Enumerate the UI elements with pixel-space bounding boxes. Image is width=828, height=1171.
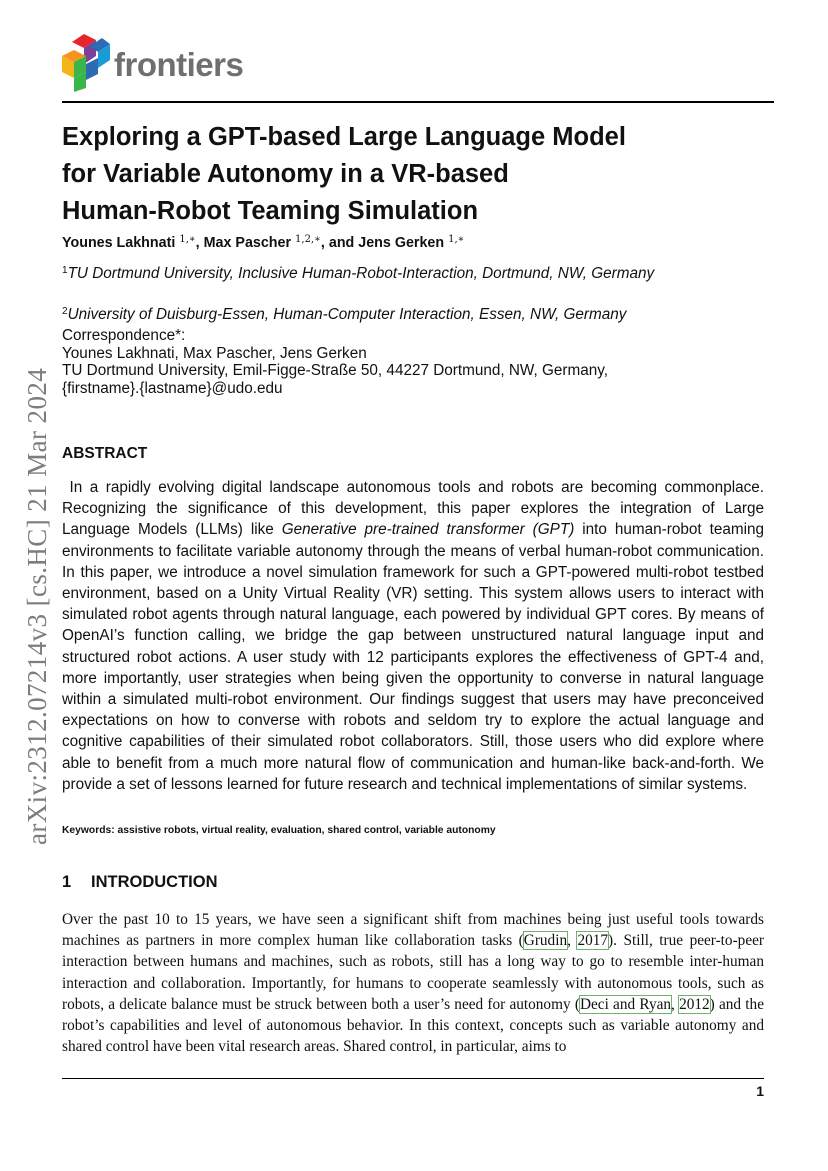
abstract-text-part: In a rapidly evolving digital landscape autonomous tools and robots are becoming commonplace. Recognizing the significance of this development, this paper explores the integration of Large Language Models (LLMs) like — [62, 479, 765, 539]
abstract-text-part: into human-robot teaming environments to facilitate variable autonomy through the means of verbal human-robot communication. In this paper, we introduce a novel simulation framework for such a GPT-powered multi-robot testbed environment, based on a Unity Virtual Reality (VR) setting. This system allows users to interact with simulated robot agents through natural language, each powered by individual GPT cores. By means of OpenAI’s function calling, we bridge the gap between unstructured natural language input and structured robot actions. A user study with 12 participants explores the effectiveness of GPT-4 and, more importantly, user strategies when being given the opportunity to converse in natural language within a simulated multi-robot environment. Our findings suggest that users may have preconceived expectations on how to converse with robots and seldom try to explore the actual language and cognitive capabilities of their simulated robot collaborators. Still, those users who did explore where able to benefit from a much more natural flow of communication and human-like back-and-forth. We provide a set of lessons learned for future research and technical implementations of similar systems. — [62, 521, 764, 793]
title-line: Exploring a GPT-based Large Language Model — [62, 123, 626, 151]
paper-title — [62, 119, 782, 230]
brand-name: frontiers — [114, 46, 244, 83]
arxiv-identifier-stamp: arXiv:2312.07214v3 [cs.HC] 21 Mar 2024 — [22, 367, 52, 845]
correspondence-email: {firstname}.{lastname}@udo.edu — [62, 379, 283, 397]
footer-rule — [62, 1078, 764, 1079]
keywords-label: Keywords: — [62, 825, 115, 836]
author-separator: , and — [320, 235, 359, 251]
author-name: Jens Gerken — [358, 235, 445, 251]
title-line: Human-Robot Teaming Simulation — [62, 197, 479, 225]
author-affiliation-mark: 1,∗ — [448, 234, 465, 245]
author-affiliation-mark: 1,2,∗ — [295, 234, 321, 245]
citation-separator: , — [567, 932, 578, 950]
correspondence-address: TU Dortmund University, Emil-Figge-Straße 50, 44227 Dortmund, NW, Germany, — [62, 362, 609, 379]
author-name: Younes Lakhnati — [62, 235, 176, 251]
citation-link[interactable]: 2017 — [577, 932, 609, 950]
citation-link[interactable]: Deci and Ryan — [579, 995, 672, 1013]
header-rule — [62, 101, 774, 103]
author-list — [62, 234, 464, 251]
frontiers-cube-icon — [62, 30, 112, 92]
affiliation-number: 2 — [62, 306, 68, 317]
author-separator: , — [195, 235, 204, 251]
keywords — [62, 825, 496, 836]
section-heading — [62, 873, 218, 892]
abstract-heading: ABSTRACT — [62, 445, 148, 462]
paragraph-text: ) and the robot’s capabilities and level of autonomous behavior. In this context, concepts such as variable autonomy and shared control have been vital research areas. Shared control, in particular, aims to — [62, 995, 764, 1056]
correspondence-names: Younes Lakhnati, Max Pascher, Jens Gerken — [62, 344, 367, 362]
affiliation — [62, 301, 722, 325]
affiliation-text: University of Duisburg-Essen, Human-Computer Interaction, Essen, NW, Germany — [67, 306, 627, 323]
keywords-text: assistive robots, virtual reality, evaluation, shared control, variable autonomy — [117, 825, 496, 836]
abstract-text — [62, 477, 764, 795]
section-number: 1 — [62, 873, 72, 891]
correspondence-label: Correspondence*: — [62, 327, 186, 344]
author-name: Max Pascher — [203, 235, 292, 251]
affiliation — [62, 260, 722, 284]
abstract-emphasis: Generative pre-trained transformer (GPT) — [281, 521, 575, 539]
correspondence — [62, 327, 608, 397]
page-number: 1 — [756, 1083, 764, 1099]
citation-link[interactable]: Grudin — [523, 932, 568, 950]
paragraph-text: ). Still, true peer-to-peer interaction between humans and machines, such as robots, still has a long way to go to resemble inter-human interaction and collaboration. Importantly, for humans to cooperate seamlessly with autonomous tools, such as robots, a delicate balance must be struck between both a user’s need for autonomy ( — [62, 932, 764, 1013]
section-title: INTRODUCTION — [91, 873, 218, 891]
citation-link[interactable]: 2012 — [679, 995, 710, 1013]
affiliation-number: 1 — [62, 265, 68, 276]
introduction-paragraph — [62, 909, 764, 1057]
title-line: for Variable Autonomy in a VR-based — [62, 160, 509, 188]
affiliation-text: TU Dortmund University, Inclusive Human-Robot-Interaction, Dortmund, NW, Germany — [67, 265, 655, 282]
paragraph-text: Over the past 10 to 15 years, we have seen a significant shift from machines being just useful tools towards machines as partners in more complex human like collaboration tasks ( — [62, 911, 764, 950]
citation-separator: , — [671, 995, 680, 1013]
author-affiliation-mark: 1,∗ — [179, 234, 196, 245]
